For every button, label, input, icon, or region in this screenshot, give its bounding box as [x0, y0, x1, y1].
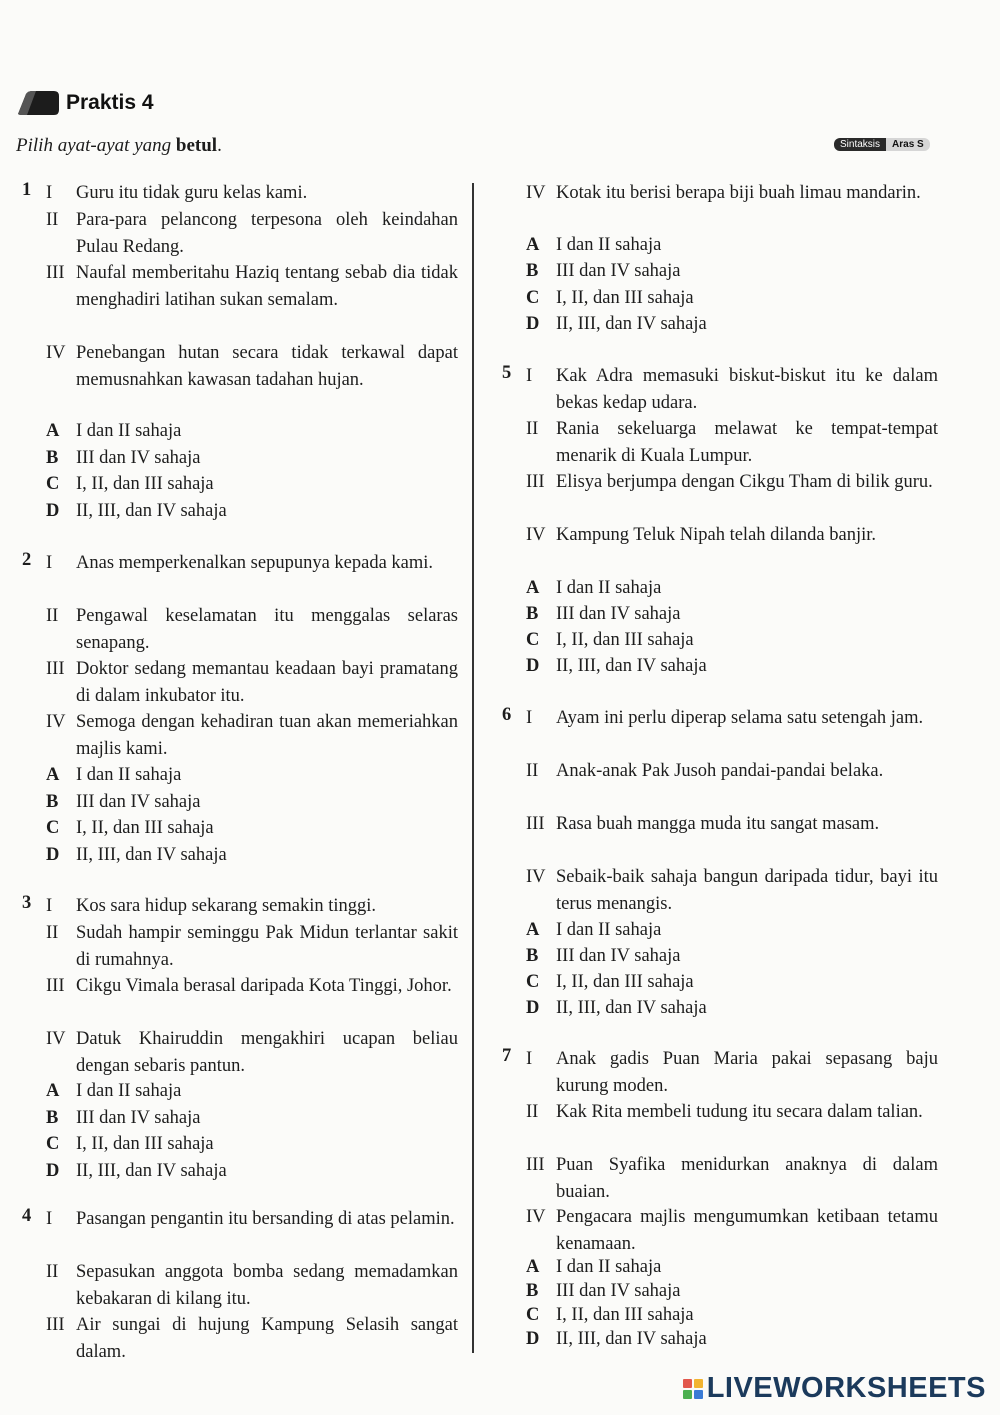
statement-numeral: II — [526, 761, 539, 781]
statement-text: Kampung Teluk Nipah telah dilanda banjir. — [556, 525, 876, 545]
option-letter: A — [526, 578, 540, 598]
statement-numeral: I — [526, 366, 533, 386]
statement-numeral: II — [46, 1262, 59, 1282]
statement-numeral: IV — [526, 1207, 546, 1227]
statement-numeral: III — [526, 472, 545, 492]
statement-numeral: IV — [526, 867, 546, 887]
option-text: II, III, dan IV sahaja — [556, 314, 707, 334]
statement — [526, 416, 938, 469]
option-letter: D — [526, 656, 540, 676]
statement — [46, 1026, 458, 1079]
answer-option-d[interactable] — [526, 995, 707, 1022]
statement-numeral: IV — [526, 525, 546, 545]
answer-option-d[interactable] — [46, 1158, 227, 1185]
answer-option-c[interactable] — [46, 1131, 214, 1158]
option-text: I dan II sahaja — [556, 920, 662, 940]
instruction — [16, 135, 222, 157]
option-text: I, II, dan III sahaja — [76, 474, 214, 494]
statement-text: Kak Adra memasuki biskut-biskut itu ke dalam bekas kedap udara. — [556, 366, 938, 413]
statement-numeral: II — [46, 923, 59, 943]
logo-square — [694, 1390, 703, 1399]
answer-option-d[interactable] — [526, 1326, 707, 1353]
logo-text: LIVEWORKSHEETS — [706, 1372, 986, 1404]
answer-option-d[interactable] — [526, 653, 707, 680]
logo-square — [683, 1379, 692, 1388]
statement — [526, 1099, 938, 1126]
statement — [46, 180, 458, 207]
statement — [526, 811, 938, 838]
topic-tag: Sintaksis — [834, 138, 886, 151]
statement — [526, 705, 938, 732]
option-text: I dan II sahaja — [76, 421, 182, 441]
answer-option-a[interactable] — [46, 1078, 181, 1105]
level-tag: Aras S — [886, 138, 930, 151]
answer-option-c[interactable] — [526, 969, 694, 996]
statement-numeral: III — [46, 1315, 65, 1335]
logo-squares-icon — [683, 1379, 703, 1399]
option-letter: D — [526, 314, 540, 334]
question-number: 6 — [502, 705, 512, 725]
answer-option-b[interactable] — [46, 1105, 200, 1132]
answer-option-b[interactable] — [526, 943, 680, 970]
statement — [46, 340, 458, 393]
statement — [46, 207, 458, 260]
statement — [46, 603, 458, 656]
option-text: I dan II sahaja — [556, 578, 662, 598]
logo-square — [683, 1390, 692, 1399]
statement — [526, 1046, 938, 1099]
statement-numeral: II — [46, 210, 59, 230]
answer-option-c[interactable] — [526, 285, 694, 312]
option-letter: A — [526, 1257, 540, 1277]
statement-numeral: IV — [46, 712, 66, 732]
statement — [46, 709, 458, 762]
statement-text: Sebaik-baik sahaja bangun daripada tidur, bayi itu terus menangis. — [556, 867, 938, 914]
option-letter: B — [46, 1108, 59, 1128]
statement-numeral: I — [46, 1209, 53, 1229]
answer-option-a[interactable] — [46, 762, 181, 789]
statement-text: Sepasukan anggota bomba sedang memadamkan kebakaran di kilang itu. — [76, 1262, 458, 1309]
statement-numeral: IV — [46, 343, 66, 363]
statement — [46, 1206, 458, 1233]
option-letter: D — [526, 1329, 540, 1349]
option-text: II, III, dan IV sahaja — [556, 998, 707, 1018]
option-text: III dan IV sahaja — [76, 792, 201, 812]
statement — [46, 656, 458, 709]
statement — [46, 893, 458, 920]
statement-numeral: IV — [526, 183, 546, 203]
answer-option-a[interactable] — [526, 232, 661, 259]
statement-text: Penebangan hutan secara tidak terkawal dapat memusnahkan kawasan tadahan hujan. — [76, 343, 458, 390]
statement-numeral: I — [46, 896, 53, 916]
question-number: 7 — [502, 1046, 512, 1066]
statement-text: Naufal memberitahu Haziq tentang sebab dia tidak menghadiri latihan sukan semalam. — [76, 263, 458, 310]
option-text: II, III, dan IV sahaja — [76, 845, 227, 865]
option-letter: C — [46, 818, 60, 838]
option-text: III dan IV sahaja — [556, 1281, 681, 1301]
option-text: I, II, dan III sahaja — [556, 972, 694, 992]
statement — [526, 469, 938, 496]
answer-option-b[interactable] — [526, 1278, 680, 1305]
answer-option-b[interactable] — [526, 601, 680, 628]
option-letter: B — [526, 1281, 539, 1301]
practice-title: Praktis 4 — [66, 91, 154, 114]
column-divider — [472, 183, 474, 1353]
option-letter: A — [46, 765, 60, 785]
statement — [46, 920, 458, 973]
statement — [526, 1152, 938, 1205]
answer-option-a[interactable] — [46, 418, 181, 445]
instruction-emphasis: betul — [175, 135, 218, 156]
option-letter: C — [526, 288, 540, 308]
answer-option-b[interactable] — [46, 445, 200, 472]
option-text: II, III, dan IV sahaja — [76, 1161, 227, 1181]
answer-option-a[interactable] — [526, 917, 661, 944]
statement-text: Cikgu Vimala berasal daripada Kota Tinggi, Johor. — [76, 976, 452, 996]
option-letter: B — [46, 448, 59, 468]
option-letter: C — [46, 474, 60, 494]
option-text: III dan IV sahaja — [556, 946, 681, 966]
answer-option-d[interactable] — [46, 842, 227, 869]
option-letter: D — [46, 501, 60, 521]
option-letter: D — [526, 998, 540, 1018]
statement-numeral: III — [526, 814, 545, 834]
statement-text: Sudah hampir seminggu Pak Midun terlantar sakit di rumahnya. — [76, 923, 458, 970]
statement-numeral: I — [46, 183, 53, 203]
answer-option-c[interactable] — [46, 815, 214, 842]
instruction-text: Pilih ayat-ayat yang — [16, 135, 172, 156]
question-number: 4 — [22, 1206, 32, 1226]
option-text: I dan II sahaja — [76, 1081, 182, 1101]
statement-numeral: IV — [46, 1029, 66, 1049]
option-letter: D — [46, 845, 60, 865]
statement-text: Anas memperkenalkan sepupunya kepada kami. — [76, 553, 434, 573]
statement-text: Kak Rita membeli tudung itu secara dalam talian. — [556, 1102, 923, 1122]
answer-option-a[interactable] — [526, 1254, 661, 1281]
statement-text: Para-para pelancong terpesona oleh keindahan Pulau Redang. — [76, 210, 458, 257]
option-text: I, II, dan III sahaja — [556, 630, 694, 650]
option-letter: C — [526, 630, 540, 650]
statement-text: Pengacara majlis mengumumkan ketibaan tetamu kenamaan. — [556, 1207, 938, 1254]
option-letter: D — [46, 1161, 60, 1181]
statement — [46, 973, 458, 1000]
statement — [46, 550, 458, 577]
statement — [526, 522, 938, 549]
statement — [526, 864, 938, 917]
statement-text: Doktor sedang memantau keadaan bayi pramatang di dalam inkubator itu. — [76, 659, 458, 706]
statement-text: Anak gadis Puan Maria pakai sepasang baju kurung moden. — [556, 1049, 938, 1096]
statement-numeral: III — [46, 659, 65, 679]
statement-text: Datuk Khairuddin mengakhiri ucapan beliau dengan sebaris pantun. — [76, 1029, 458, 1076]
statement-text: Pengawal keselamatan itu menggalas selaras senapang. — [76, 606, 458, 653]
option-text: II, III, dan IV sahaja — [76, 501, 227, 521]
option-text: III dan IV sahaja — [556, 604, 681, 624]
instruction-period: . — [217, 135, 222, 156]
option-text: I dan II sahaja — [76, 765, 182, 785]
skill-tags — [834, 138, 930, 151]
statement-text: Kotak itu berisi berapa biji buah limau mandarin. — [556, 183, 921, 203]
option-letter: A — [526, 920, 540, 940]
statement-text: Kos sara hidup sekarang semakin tinggi. — [76, 896, 377, 916]
statement-numeral: I — [526, 1049, 533, 1069]
option-text: II, III, dan IV sahaja — [556, 656, 707, 676]
statement-numeral: II — [526, 1102, 539, 1122]
answer-option-a[interactable] — [526, 575, 661, 602]
answer-option-c[interactable] — [46, 471, 214, 498]
statement — [46, 1259, 458, 1312]
option-text: I, II, dan III sahaja — [556, 1305, 694, 1325]
option-letter: A — [526, 235, 540, 255]
statement-numeral: II — [526, 419, 539, 439]
option-text: I, II, dan III sahaja — [76, 1134, 214, 1154]
option-letter: C — [526, 972, 540, 992]
option-text: I dan II sahaja — [556, 235, 662, 255]
option-letter: C — [526, 1305, 540, 1325]
statement-text: Elisya berjumpa dengan Cikgu Tham di bilik guru. — [556, 472, 933, 492]
statement-numeral: III — [526, 1155, 545, 1175]
statement-text: Ayam ini perlu diperap selama satu setengah jam. — [556, 708, 924, 728]
statement-text: Anak-anak Pak Jusoh pandai-pandai belaka. — [556, 761, 884, 781]
liveworksheets-logo — [683, 1372, 986, 1405]
statement-text: Air sungai di hujung Kampung Selasih sangat dalam. — [76, 1315, 458, 1362]
option-letter: A — [46, 421, 60, 441]
question-number: 3 — [22, 893, 32, 913]
statement-text: Guru itu tidak guru kelas kami. — [76, 183, 308, 203]
option-letter: A — [46, 1081, 60, 1101]
statement — [526, 758, 938, 785]
statement-text: Semoga dengan kehadiran tuan akan memeriahkan majlis kami. — [76, 712, 458, 759]
statement-numeral: II — [46, 606, 59, 626]
statement-numeral: I — [526, 708, 533, 728]
option-letter: B — [526, 604, 539, 624]
option-text: II, III, dan IV sahaja — [556, 1329, 707, 1349]
statement — [526, 180, 938, 207]
answer-option-b[interactable] — [46, 789, 200, 816]
answer-option-d[interactable] — [526, 311, 707, 338]
option-text: III dan IV sahaja — [556, 261, 681, 281]
statement-text: Puan Syafika menidurkan anaknya di dalam buaian. — [556, 1155, 938, 1202]
statement-numeral: III — [46, 263, 65, 283]
option-text: III dan IV sahaja — [76, 1108, 201, 1128]
statement — [526, 363, 938, 416]
option-text: I, II, dan III sahaja — [76, 818, 214, 838]
option-letter: C — [46, 1134, 60, 1154]
statement-text: Pasangan pengantin itu bersanding di atas pelamin. — [76, 1209, 455, 1229]
answer-option-c[interactable] — [526, 1302, 694, 1329]
logo-square — [694, 1379, 703, 1388]
question-number: 2 — [22, 550, 32, 570]
question-number: 1 — [22, 180, 32, 200]
option-letter: B — [526, 261, 539, 281]
statement — [526, 1204, 938, 1257]
statement-text: Rasa buah mangga muda itu sangat masam. — [556, 814, 880, 834]
question-number: 5 — [502, 363, 512, 383]
option-text: III dan IV sahaja — [76, 448, 201, 468]
statement-numeral: I — [46, 553, 53, 573]
statement — [46, 1312, 458, 1365]
option-text: I, II, dan III sahaja — [556, 288, 694, 308]
option-letter: B — [46, 792, 59, 812]
answer-option-b[interactable] — [526, 258, 680, 285]
option-text: I dan II sahaja — [556, 1257, 662, 1277]
statement-text: Rania sekeluarga melawat ke tempat-tempat menarik di Kuala Lumpur. — [556, 419, 938, 466]
option-letter: B — [526, 946, 539, 966]
statement-numeral: III — [46, 976, 65, 996]
statement — [46, 260, 458, 313]
practice-tab-icon — [16, 90, 60, 116]
answer-option-c[interactable] — [526, 627, 694, 654]
answer-option-d[interactable] — [46, 498, 227, 525]
practice-heading — [16, 90, 154, 116]
